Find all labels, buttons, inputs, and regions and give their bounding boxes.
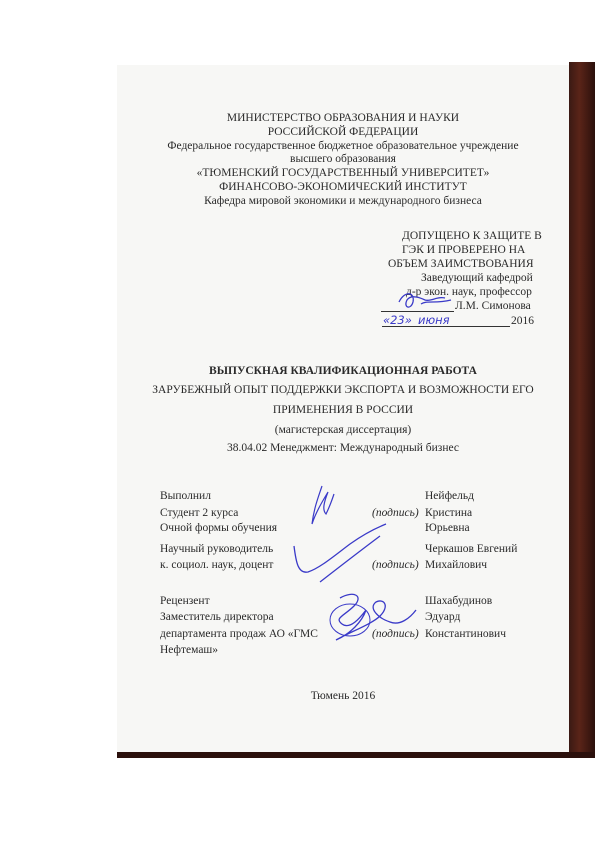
institution-line-2: высшего образования: [290, 153, 396, 165]
scan-bottom-edge: [117, 752, 595, 758]
approval-month: июня: [418, 313, 450, 327]
reviewer-role-4: Нефтемаш»: [160, 644, 219, 656]
supervisor-signature: [290, 522, 390, 588]
supervisor-role-1: Научный руководитель: [160, 543, 274, 555]
work-title-line-1: ЗАРУБЕЖНЫЙ ОПЫТ ПОДДЕРЖКИ ЭКСПОРТА И ВОЗМОЖНОСТИ ЕГО: [152, 384, 534, 396]
work-type: ВЫПУСКНАЯ КВАЛИФИКАЦИОННАЯ РАБОТА: [209, 365, 477, 377]
approval-head: Заведующий кафедрой: [421, 272, 533, 284]
author-name-2: Кристина: [425, 507, 473, 519]
reviewer-role-3: департамента продаж АО «ГМС: [160, 628, 318, 640]
reviewer-name-1: Шахабудинов: [425, 595, 493, 607]
supervisor-name-1: Черкашов Евгений: [425, 543, 518, 555]
approval-line-2: ГЭК И ПРОВЕРЕНО НА: [402, 244, 526, 256]
reviewer-sign-label: (подпись): [372, 628, 419, 640]
institution-line-1: Федеральное государственное бюджетное образовательное учреждение: [167, 140, 519, 152]
approval-line-3: ОБЪЕМ ЗАИМСТВОВАНИЯ: [388, 258, 534, 270]
supervisor-name-2: Михайлович: [425, 559, 488, 571]
university-name: «ТЮМЕНСКИЙ ГОСУДАРСТВЕННЫЙ УНИВЕРСИТЕТ»: [196, 167, 490, 179]
approval-degree: д-р экон. наук, профессор: [406, 286, 532, 298]
reviewer-name-3: Константинович: [425, 628, 506, 640]
author-sign-label: (подпись): [372, 507, 419, 519]
author-role-3: Очной формы обучения: [160, 522, 278, 534]
approval-date-line: [382, 326, 510, 327]
approval-day: «23»: [383, 313, 412, 327]
scan-edge-shadow: [569, 62, 595, 755]
author-role-2: Студент 2 курса: [160, 507, 239, 519]
approval-line-1: ДОПУЩЕНО К ЗАЩИТЕ В: [402, 230, 542, 242]
reviewer-role-1: Рецензент: [160, 595, 210, 607]
reviewer-signature: [320, 588, 420, 650]
author-name-3: Юрьевна: [425, 522, 470, 534]
institute-name: ФИНАНСОВО-ЭКОНОМИЧЕСКИЙ ИНСТИТУТ: [219, 181, 467, 193]
federation-line: РОССИЙСКОЙ ФЕДЕРАЦИИ: [267, 126, 419, 138]
reviewer-role-2: Заместитель директора: [160, 611, 274, 623]
head-signature: [395, 288, 455, 314]
ministry-line: МИНИСТЕРСТВО ОБРАЗОВАНИЯ И НАУКИ: [226, 112, 460, 124]
author-name-1: Нейфельд: [425, 490, 474, 502]
work-title-line-2: ПРИМЕНЕНИЯ В РОССИИ: [272, 404, 414, 416]
work-subtitle: (магистерская диссертация): [274, 424, 412, 436]
supervisor-sign-label: (подпись): [372, 559, 419, 571]
city-year: Тюмень 2016: [310, 690, 376, 702]
approval-year: 2016: [511, 315, 534, 327]
department-name: Кафедра мировой экономики и международного бизнеса: [204, 195, 482, 207]
supervisor-role-2: к. социол. наук, доцент: [160, 559, 274, 571]
author-role-1: Выполнил: [160, 490, 211, 502]
approval-name: Л.М. Симонова: [455, 300, 531, 312]
work-specialty: 38.04.02 Менеджмент: Международный бизнес: [227, 442, 459, 454]
reviewer-name-2: Эдуард: [425, 611, 461, 623]
